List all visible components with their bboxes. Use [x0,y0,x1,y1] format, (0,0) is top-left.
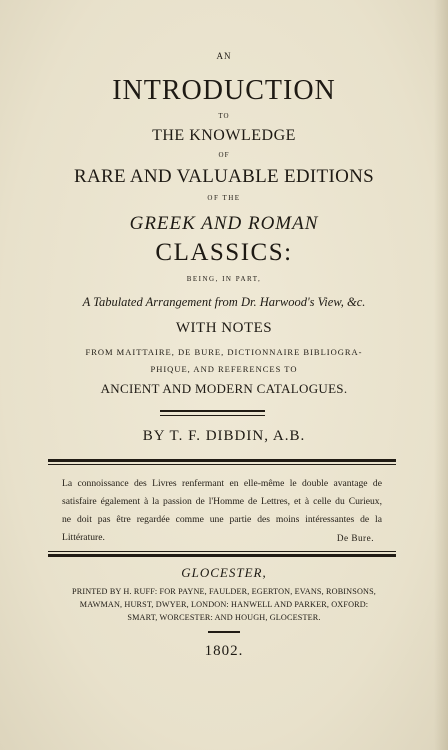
imprint-divider [208,631,240,633]
title-of: OF [218,151,230,159]
epigraph-rule-top-thick [48,459,396,462]
title-an: AN [216,51,232,61]
subtitle-being-in-part: BEING, IN PART, [186,275,262,283]
imprint-line1: PRINTED BY H. RUFF: FOR PAYNE, FAULDER, EGERTON, EVANS, ROBINSONS, [72,587,376,596]
subtitle-sources-line1: FROM MAITTAIRE, DE BURE, DICTIONNAIRE BIBLIOGRA- [85,347,363,357]
subtitle-tabulated: A Tabulated Arrangement from Dr. Harwood's View, &c. [82,295,366,309]
epigraph-rule-bottom-thick [48,554,396,557]
subtitle-with-notes: WITH NOTES [175,320,273,336]
title-greek-roman: GREEK AND ROMAN [129,213,319,234]
epigraph-literature: Littérature. [62,532,105,543]
title-to: TO [218,112,230,120]
subtitle-catalogues: ANCIENT AND MODERN CATALOGUES. [100,381,348,396]
page-edge-shadow [434,0,448,750]
imprint-year: 1802. [204,643,244,659]
title-rare-editions: RARE AND VALUABLE EDITIONS [73,166,375,187]
epigraph-rule-top-thin [48,464,396,465]
epigraph-line3: ne doit pas être regardée comme une partie des moins intéressantes de la [62,514,382,525]
epigraph-attribution: De Bure. [336,533,374,543]
imprint-line3: SMART, WORCESTER: AND HOUGH, GLOCESTER. [127,613,321,622]
author-line: BY T. F. DIBDIN, A.B. [142,428,306,444]
epigraph-line4 [62,529,382,548]
title-classics: CLASSICS: [155,239,293,266]
epigraph-rule-bottom-thin [48,551,396,552]
title-introduction: INTRODUCTION [112,75,336,106]
author-rule-top-thick [160,410,265,412]
imprint-line2: MAWMAN, HURST, DWYER, LONDON: HANWELL AND PARKER, OXFORD: [79,600,369,609]
title-of-the: OF THE [207,194,241,202]
epigraph-line2: satisfaire également à la passion de l'Homme de Lettres, et à celle du Curieux, [62,496,382,507]
title-knowledge: THE KNOWLEDGE [152,127,296,144]
author-rule-top-thin [160,415,265,416]
imprint-place: GLOCESTER, [181,565,267,580]
subtitle-sources-line2: PHIQUE, AND REFERENCES TO [150,364,298,374]
epigraph-line1: La connoissance des Livres renfermant en elle-même le double avantage de [62,478,382,489]
